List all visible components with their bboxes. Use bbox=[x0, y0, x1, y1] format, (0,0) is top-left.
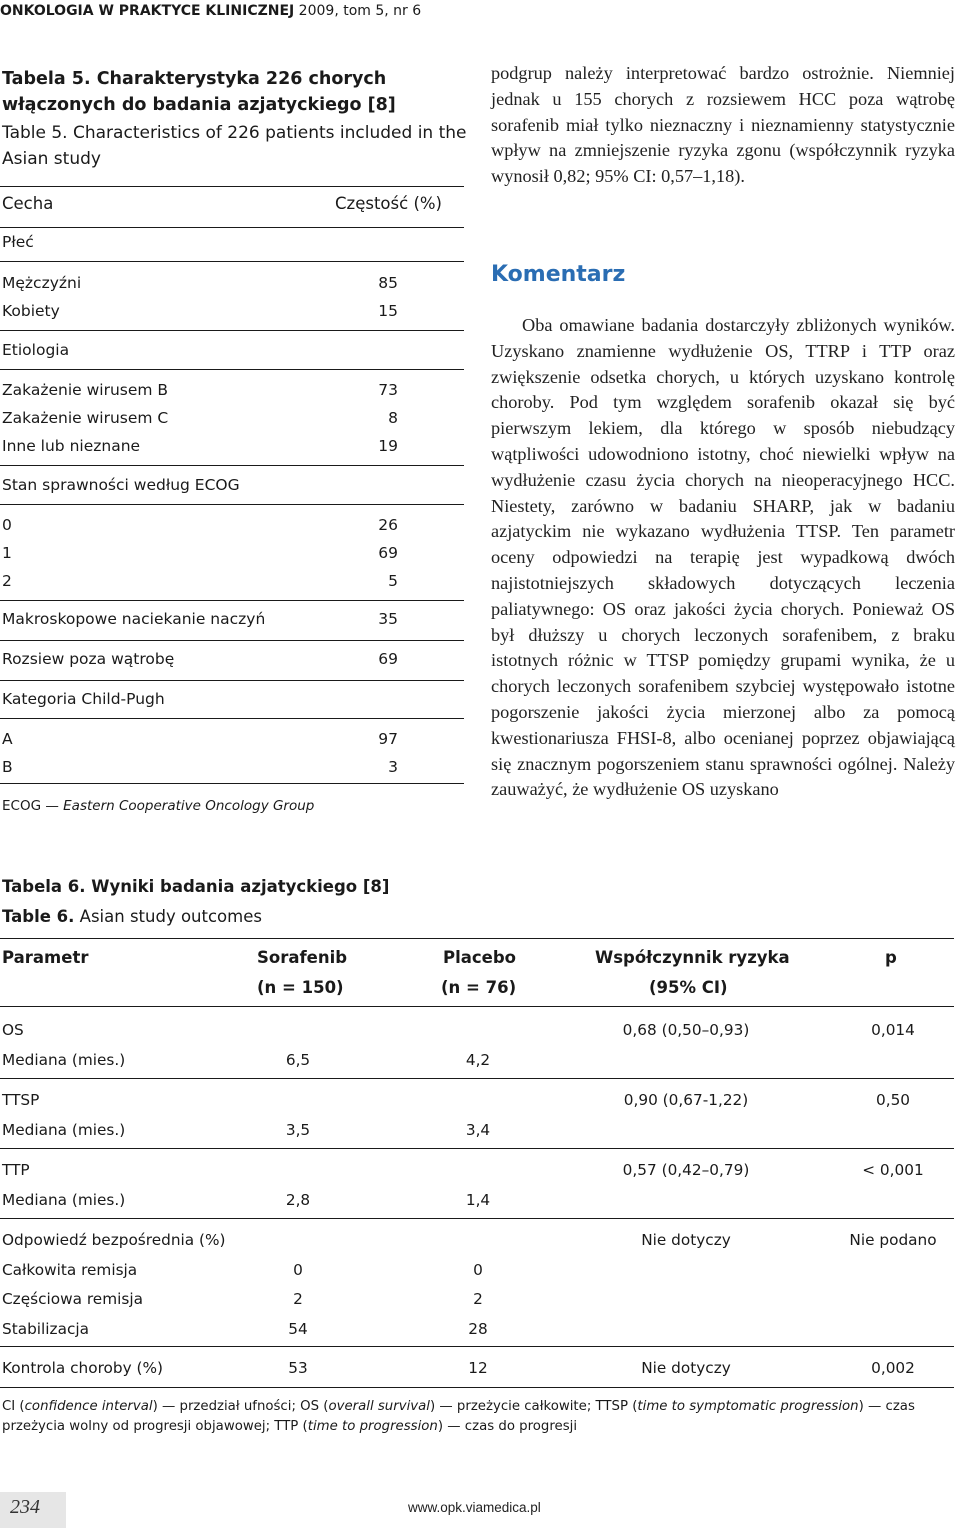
table6-cell-p: 0,50 bbox=[875, 1091, 911, 1109]
table6-cell-p: Nie podano bbox=[849, 1231, 937, 1249]
footnote-segment: time to progression bbox=[307, 1419, 438, 1434]
row-label: A bbox=[2, 730, 13, 748]
row-label: 1 bbox=[2, 544, 12, 562]
footnote-segment: ) — przeżycie całkowite; TTSP ( bbox=[429, 1399, 638, 1414]
table6-cell-p: < 0,001 bbox=[862, 1161, 924, 1179]
table6-cell-pla: 3,4 bbox=[465, 1121, 491, 1139]
table6-label-en: Table 6. bbox=[2, 907, 75, 926]
table6-cell-pla: 0 bbox=[473, 1260, 483, 1279]
footnote-segment: ) — czas do progresji bbox=[437, 1419, 578, 1434]
journal-issue: 2009, tom 5, nr 6 bbox=[294, 3, 422, 19]
table6-cell-pla: 1,4 bbox=[465, 1191, 491, 1209]
table6-cell-hr: 0,90 (0,67-1,22) bbox=[623, 1091, 749, 1109]
col-hazard-ratio-ci: (95% CI) bbox=[649, 978, 728, 997]
footnote-text: Eastern Cooperative Oncology Group bbox=[63, 798, 315, 814]
table-rule bbox=[0, 465, 464, 466]
table-rule bbox=[0, 330, 464, 331]
group-label: Płeć bbox=[2, 233, 34, 251]
table5-row bbox=[2, 570, 462, 592]
table-rule bbox=[0, 1148, 954, 1149]
table6-cell-hr: Nie dotyczy bbox=[641, 1359, 731, 1377]
row-label: Zakażenie wirusem C bbox=[2, 409, 169, 427]
group-label: Kategoria Child-Pugh bbox=[2, 690, 165, 708]
table5-group bbox=[2, 231, 462, 253]
table5-header-row bbox=[2, 194, 462, 213]
col-placebo: Placebo bbox=[443, 948, 517, 967]
table-rule bbox=[0, 227, 464, 228]
table6-cell-sor: 53 bbox=[288, 1359, 308, 1377]
website-url: www.opk.viamedica.pl bbox=[408, 1500, 541, 1515]
group-label: Makroskopowe naciekanie naczyń bbox=[2, 610, 266, 628]
table-rule bbox=[0, 938, 954, 939]
row-label: Mężczyźni bbox=[2, 274, 82, 292]
group-value: 69 bbox=[378, 650, 398, 668]
group-label: Etiologia bbox=[2, 341, 70, 359]
col-hazard-ratio: Współczynnik ryzyka bbox=[595, 948, 790, 967]
footnote-segment: overall survival bbox=[328, 1399, 430, 1414]
footnote-abbr: ECOG bbox=[2, 798, 42, 814]
table6-cell-sor: 3,5 bbox=[285, 1121, 311, 1139]
table5-row bbox=[2, 407, 462, 429]
table6-cell-sor: 54 bbox=[288, 1319, 308, 1338]
table5-title-text: Charakterystyka 226 chorych włączonych do badania azjatyckiego [8] bbox=[2, 69, 396, 115]
table5-label-en: Table 5. bbox=[2, 123, 68, 143]
table5-row bbox=[2, 756, 462, 778]
section-heading: Komentarz bbox=[491, 262, 626, 287]
footnote-segment: ) — przedział ufności; OS ( bbox=[152, 1399, 329, 1414]
table5-group bbox=[2, 608, 462, 630]
col-p: p bbox=[885, 948, 897, 967]
table-rule bbox=[0, 640, 464, 641]
table6-cell-pla: 2 bbox=[473, 1290, 483, 1308]
table6-cell-param: Stabilizacja bbox=[2, 1319, 89, 1338]
row-value: 26 bbox=[378, 516, 398, 534]
row-label: Zakażenie wirusem B bbox=[2, 381, 169, 399]
table6-cell-param: Całkowita remisja bbox=[2, 1260, 138, 1279]
footnote-dash: — bbox=[41, 798, 64, 814]
table-rule bbox=[0, 1218, 954, 1219]
table6-footnote bbox=[2, 1397, 954, 1437]
table5-title-en-text: Characteristics of 226 patients included in the Asian study bbox=[2, 123, 467, 169]
table5-group bbox=[2, 339, 462, 361]
table5-row bbox=[2, 435, 462, 457]
row-value: 19 bbox=[378, 437, 398, 455]
table6-title-text: Wyniki badania azjatyckiego [8] bbox=[85, 877, 390, 896]
table-rule bbox=[0, 504, 464, 505]
table-rule bbox=[0, 1006, 954, 1007]
table-rule bbox=[0, 600, 464, 601]
table6-title bbox=[2, 872, 389, 932]
footnote-segment: CI ( bbox=[2, 1399, 25, 1414]
group-label: Stan sprawności według ECOG bbox=[2, 476, 240, 494]
col-param: Parametr bbox=[2, 948, 89, 967]
col-sorafenib: Sorafenib bbox=[257, 948, 348, 967]
table6-cell-p: 0,014 bbox=[871, 1021, 915, 1039]
table6-cell-param: Odpowiedź bezpośrednia (%) bbox=[2, 1231, 226, 1249]
table6-cell-param: TTP bbox=[2, 1161, 30, 1179]
table5-row bbox=[2, 379, 462, 401]
row-label: 2 bbox=[2, 572, 12, 590]
table6-label: Tabela 6. bbox=[2, 877, 86, 896]
table6-cell-pla: 28 bbox=[468, 1319, 488, 1338]
col-sorafenib-n: (n = 150) bbox=[257, 978, 344, 997]
table-rule bbox=[0, 718, 464, 719]
table6-cell-param: TTSP bbox=[2, 1091, 40, 1109]
col-feature: Cecha bbox=[2, 194, 54, 213]
table6-cell-hr: Nie dotyczy bbox=[641, 1231, 731, 1249]
footnote-segment: time to symptomatic progression bbox=[637, 1399, 859, 1414]
row-value: 85 bbox=[378, 274, 398, 292]
table-rule bbox=[0, 1387, 954, 1388]
row-value: 97 bbox=[378, 730, 398, 748]
group-label: Rozsiew poza wątrobę bbox=[2, 650, 175, 668]
journal-header bbox=[0, 0, 960, 22]
table5-row bbox=[2, 728, 462, 750]
table6-cell-hr: 0,68 (0,50–0,93) bbox=[622, 1021, 750, 1039]
table6-cell-sor: 0 bbox=[293, 1260, 303, 1279]
footnote-segment: confidence interval bbox=[24, 1399, 153, 1414]
row-label: Inne lub nieznane bbox=[2, 437, 141, 455]
col-frequency: Częstość (%) bbox=[335, 194, 442, 213]
table5-group bbox=[2, 648, 462, 670]
table-rule bbox=[0, 783, 464, 784]
table-rule bbox=[0, 1078, 954, 1079]
table6-cell-sor: 2,8 bbox=[285, 1191, 311, 1209]
row-value: 3 bbox=[388, 758, 398, 776]
table6-cell-pla: 4,2 bbox=[465, 1051, 491, 1069]
table-rule bbox=[0, 369, 464, 370]
table6-cell-pla: 12 bbox=[468, 1359, 488, 1377]
group-value: 35 bbox=[378, 610, 398, 628]
paragraph-2: Oba omawiane badania dostarczyły zbliżonych wyników. Uzyskano znamienne wydłużenie OS, TTRP i TTP oraz zwiększenie odsetka chorych, u których uzyskano kontrolę choroby. Pod tym względem sorafenib okazał się być pierwszym lekiem, dla którego w sposób niebudzący wątpliwości udowodniono istotny, choć niewielki wpływ na wydłużenie czasu życia chorych na nieoperacyjnego HCC. Niestety, zarówno w badaniu SHARP, jak w badaniu azjatyckim nie wykazano wydłużenia TTSP. Ten parametr oceny odpowiedzi na terapię jest wypadkową dwóch najistotniejszych składowych dotyczących leczenia paliatywnego: OS oraz jakości życia chorych. Ponieważ OS był dłuższy u chorych leczonych sorafenibem, z braku istotnych różnic w TTSP pomiędzy grupami wynika, że u chorych leczonych sorafenibem szybciej występowało istotne pogorszenie jakości życia mierzonej albo za pomocą kwestionariusza FHSI-8, albo ocenianej poprzez objawiającą się znacznym pogorszeniem stanu sprawności ogólnej. Należy zauważyć, że wydłużenie OS uzyskano bbox=[491, 315, 955, 800]
row-value: 15 bbox=[378, 302, 398, 320]
row-value: 5 bbox=[388, 572, 398, 590]
row-value: 69 bbox=[378, 544, 398, 562]
row-label: B bbox=[2, 758, 13, 776]
table5-label: Tabela 5. bbox=[2, 69, 91, 89]
table5-footnote bbox=[2, 798, 314, 814]
table-rule bbox=[0, 261, 464, 262]
table5-row bbox=[2, 272, 462, 294]
table6-cell-param: Częściowa remisja bbox=[2, 1290, 143, 1308]
table6-cell-param: OS bbox=[2, 1021, 24, 1039]
table6-cell-param: Mediana (mies.) bbox=[2, 1051, 126, 1069]
col-placebo-n: (n = 76) bbox=[441, 978, 517, 997]
table5-group bbox=[2, 688, 462, 710]
table-rule bbox=[0, 1346, 954, 1347]
table6-cell-hr: 0,57 (0,42–0,79) bbox=[622, 1161, 750, 1179]
footnote-segment: ) — czas przeżycia wolny od progresji objawowej; TTP ( bbox=[2, 1399, 915, 1434]
journal-name: ONKOLOGIA W PRAKTYCE KLINICZNEJ bbox=[0, 3, 295, 19]
table6-cell-p: 0,002 bbox=[871, 1359, 915, 1377]
table6-cell-sor: 2 bbox=[293, 1290, 303, 1308]
paragraph-1: podgrup należy interpretować bardzo ostrożnie. Niemniej jednak u 155 chorych z rozsiewem HCC poza wątrobę sorafenib miał tylko nieznaczny i nieznamienny statystycznie wpływ na zmniejszenie ryzyka zgonu (współczynnik ryzyka wynosił 0,82; 95% CI: 0,57–1,18). bbox=[491, 63, 955, 187]
row-label: Kobiety bbox=[2, 302, 60, 320]
table5-row bbox=[2, 514, 462, 536]
page-number: 234 bbox=[10, 1496, 40, 1518]
row-value: 8 bbox=[388, 409, 398, 427]
table5-title bbox=[2, 66, 472, 118]
table6-cell-param: Kontrola choroby (%) bbox=[2, 1359, 163, 1377]
table5-row bbox=[2, 542, 462, 564]
table6-cell-param: Mediana (mies.) bbox=[2, 1121, 126, 1139]
table6-title-en-text: Asian study outcomes bbox=[74, 907, 262, 926]
table5-title-en bbox=[2, 120, 472, 172]
table6-cell-sor: 6,5 bbox=[285, 1051, 311, 1069]
table6-cell-param: Mediana (mies.) bbox=[2, 1191, 126, 1209]
table-rule bbox=[0, 680, 464, 681]
row-label: 0 bbox=[2, 516, 12, 534]
table-rule bbox=[0, 186, 464, 187]
table5-group bbox=[2, 474, 462, 496]
table5-row bbox=[2, 300, 462, 322]
row-value: 73 bbox=[378, 381, 398, 399]
